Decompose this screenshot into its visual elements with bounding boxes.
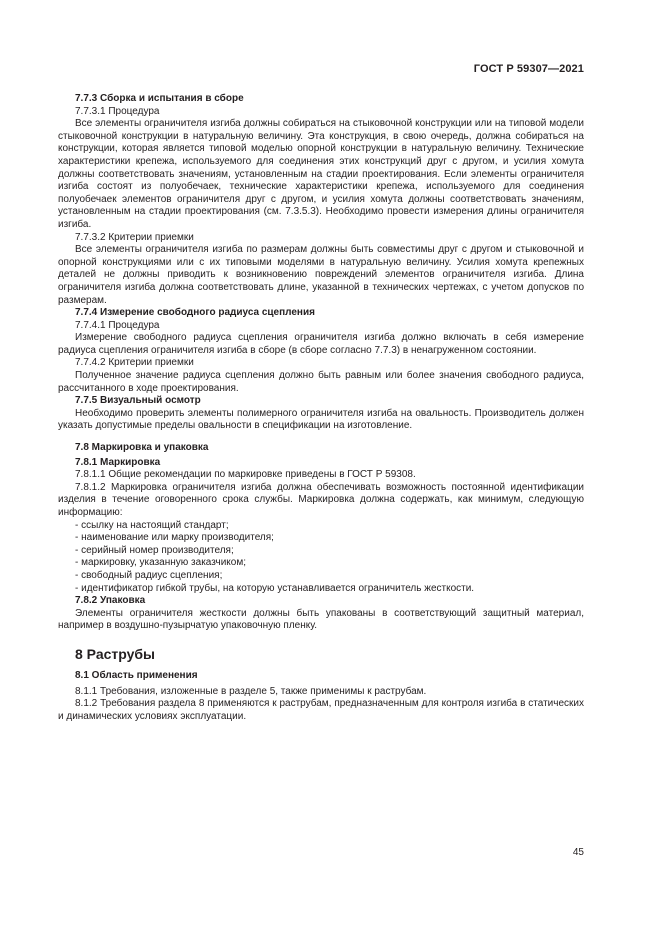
list-item: - маркировку, указанную заказчиком; [58,557,584,570]
paragraph: 8.1.2 Требования раздела 8 применяются к раструбам, предназначенным для контроля изгиба в статических и динамических условиях эксплуатации. [58,698,584,722]
page-number: 45 [572,847,584,858]
list-item: - серийный номер производителя; [58,545,584,558]
info-list [58,520,584,596]
paragraph: 7.7.4.2 Критерии приемки [75,357,194,369]
paragraph: Измерение свободного радиуса сцепления ограничителя изгиба должно включать в себя измерение радиуса сцепления ограничителя изгиба в сборе (в сборе согласно 7.7.3) в ненагруженном состоянии. [58,332,584,356]
paragraph: Элементы ограничителя жесткости должны быть упакованы в соответствующий защитный материал, например в воздушно-пузырчатую упаковочную пленку. [58,607,584,632]
subsection-heading: 8.1 Область применения [75,669,198,681]
paragraph: Все элементы ограничителя изгиба должны собираться на стыковочной конструкции или на типовой модели стыковочной конструкции в натуральную величину. Эта конструкция, в свою очередь, должна собираться на конструкции, которая является типовой моделью опорной конструкции в натуральную величину. Технические характеристики крепежа, используемого для соединения этих конструкций друг с другом, и усилия хомута должны соответствовать значениям, установленным на стадии проектирования. Если элементы ограничителя изгиба состоят из полуобечаек, технические характеристики крепежа, используемого для соединения полуобечаек элементов ограничителя друг с другом, и усилия хомута должны соответствовать значениям, установленным на стадии проектирования (см. 7.3.5.3). Необходимо провести измерения длины ограничителя изгиба. [58,118,584,230]
subsection-heading: 7.7.4 Измерение свободного радиуса сцепления [75,307,315,319]
paragraph: 8.1.1 Требования, изложенные в разделе 5, также применимы к раструбам. [75,685,427,697]
paragraph: 7.7.4.1 Процедура [75,319,160,331]
subsection-heading: 7.8.2 Упаковка [75,595,146,607]
document-body [58,93,584,723]
document-id-header: ГОСТ Р 59307—2021 [473,63,584,75]
paragraph: 7.8.1.2 Маркировка ограничителя изгиба должна обеспечивать возможность постоянной идентификации изделия в течение оговоренного срока службы. Маркировка должна содержать, как минимум, следующую информацию: [58,481,584,518]
paragraph: 7.7.3.1 Процедура [75,105,160,117]
paragraph: Все элементы ограничителя изгиба по размерам должны быть совместимы друг с другом и стыковочной и опорной конструкциями или с их типовыми моделями в натуральную величину. Усилия хомута крепежных деталей не должны приводить к возникновению повреждений элементов ограничителя изгиба. Длина ограничителя изгиба должна соответствовать длине, указанной в технических чертежах, с учетом допусков по размерам. [58,244,584,306]
list-item: - свободный радиус сцепления; [58,570,584,583]
paragraph: Полученное значение радиуса сцепления должно быть равным или более значения свободного радиуса, рассчитанного в ходе проектирования. [58,370,584,394]
list-item: - ссылку на настоящий стандарт; [58,520,584,533]
paragraph: 7.7.3.2 Критерии приемки [75,231,194,243]
subsection-heading: 7.7.3 Сборка и испытания в сборе [75,93,244,104]
subsection-heading: 7.8 Маркировка и упаковка [75,442,209,454]
subsection-heading: 7.7.5 Визуальный осмотр [75,395,201,407]
paragraph: Необходимо проверить элементы полимерного ограничителя изгиба на овальность. Производитель должен указать допустимые пределы овальности в спецификации на изготовление. [58,407,584,432]
section-heading: 8 Раструбы [75,645,156,662]
list-item: - наименование или марку производителя; [58,532,584,545]
subsection-heading: 7.8.1 Маркировка [75,456,161,468]
list-item: - идентификатор гибкой трубы, на которую устанавливается ограничитель жесткости. [58,583,584,596]
paragraph: 7.8.1.1 Общие рекомендации по маркировке приведены в ГОСТ Р 59308. [75,469,416,481]
